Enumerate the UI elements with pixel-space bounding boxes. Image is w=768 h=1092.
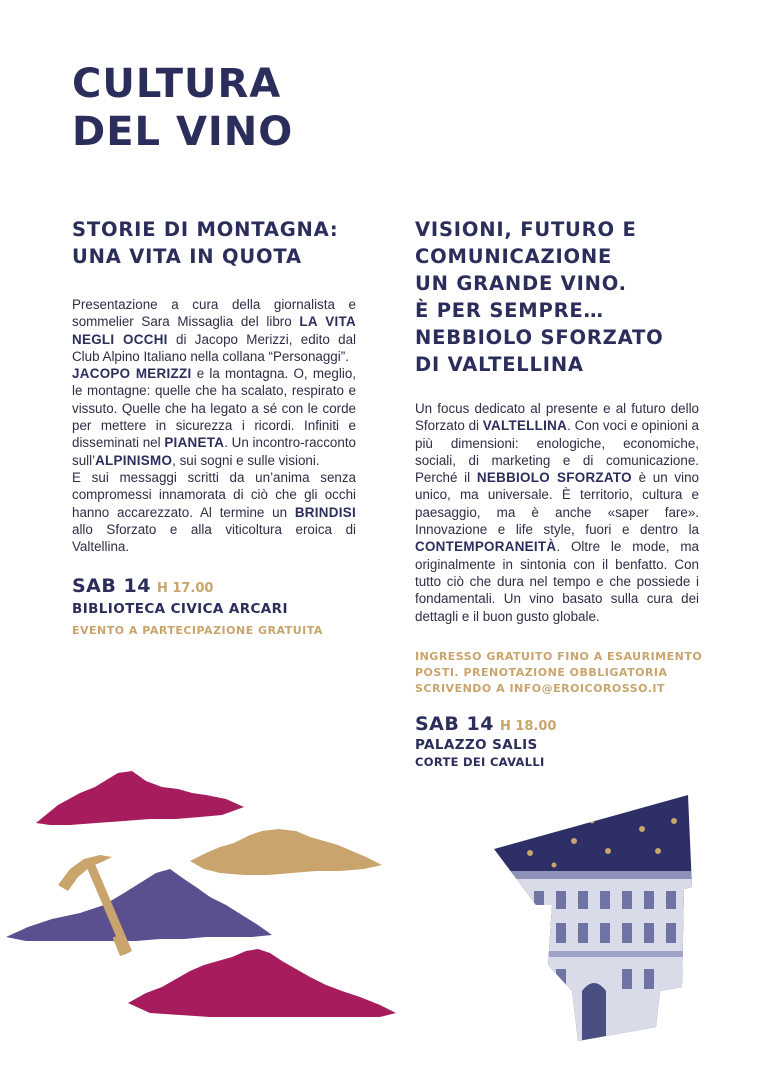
event-right-notice — [415, 649, 703, 697]
event-right-heading-line-1: VISIONI, FUTURO E — [415, 218, 637, 241]
event-right-notice-line-3: SCRIVENDO A INFO@EROICOROSSO.IT — [415, 681, 666, 695]
event-left-time: H 17.00 — [156, 581, 214, 597]
page-title-line-2: DEL VINO — [72, 109, 294, 155]
text: . Un incontro-racconto sull’ — [72, 435, 356, 468]
text: di Jacopo Merizzi, edito dal Club Alpino Italiano nella collana “Personaggi”. — [72, 331, 356, 364]
event-right-venue: PALAZZO SALIS — [415, 736, 538, 753]
event-right-heading-line-3: UN GRANDE VINO. — [415, 272, 627, 295]
page-title — [72, 60, 293, 156]
event-left-heading — [72, 216, 356, 270]
text: Presentazione a cura della giornalista e sommelier Sara Missaglia del libro — [72, 297, 356, 330]
highlight: BRINDISI — [294, 504, 356, 520]
highlight: ALPINISMO — [95, 452, 173, 468]
book-title: LA VITA NEGLI OCCHI — [72, 314, 356, 347]
event-left — [72, 216, 356, 639]
highlight: CONTEMPORANEITÀ — [415, 539, 557, 555]
event-right-date: SAB 14 — [415, 712, 494, 735]
author-name: JACOPO MERIZZI — [72, 366, 192, 382]
text: allo Sforzato e alla viticoltura eroica di Valtellina. — [72, 521, 356, 555]
text: Un focus dedicato al presente e al futuro dello Sforzato di — [415, 401, 699, 434]
sand-mountain — [190, 829, 382, 875]
event-right-heading-line-2: COMUNICAZIONE — [415, 245, 613, 268]
event-left-heading-line-1: STORIE DI MONTAGNA: — [72, 218, 339, 241]
highlight: VALTELLINA — [482, 418, 568, 434]
highlight: PIANETA — [164, 435, 225, 451]
event-left-paragraph-2 — [72, 365, 356, 469]
event-right — [415, 216, 703, 769]
text: è un vino unico, ma universale. È territorio, cultura e paesaggio, ma è anche «saper fare». Innovazione e life style, fuori e dentro la — [415, 470, 699, 538]
event-left-notice: EVENTO A PARTECIPAZIONE GRATUITA — [72, 624, 323, 638]
event-right-notice-line-1: INGRESSO GRATUITO FINO A ESAURIMENTO — [415, 649, 703, 663]
mountains-illustration — [0, 765, 400, 1035]
text: , sui sogni e sulle visioni. — [172, 452, 320, 468]
event-left-paragraph-1 — [72, 296, 356, 365]
text: e la montagna. O, meglio, le montagne: quelle che ha scalato, respirato e vissuto. Quelle che ha legato a sé con le corde per mettere in sicurezza i ricordi. Infiniti e disseminati nel — [72, 366, 356, 451]
event-right-paragraph-1 — [415, 400, 699, 625]
page-title-line-1: CULTURA — [72, 61, 282, 107]
palazzo-salis-illustration — [492, 795, 698, 1045]
event-right-heading — [415, 216, 699, 378]
highlight: NEBBIOLO SFORZATO — [476, 470, 632, 486]
event-left-heading-line-2: UNA VITA IN QUOTA — [72, 245, 302, 268]
text: . Oltre le mode, ma originalmente in sintonia con il benfatto. Con tutto ciò che dura nel tempo e che possiede i fondamentali. Un vino basato sulla cura dei dettagli e il buon gusto globale. — [415, 539, 699, 624]
event-right-heading-line-5: NEBBIOLO SFORZATO — [415, 326, 664, 349]
event-right-notice-line-2: POSTI. PRENOTAZIONE OBBLIGATORIA — [415, 665, 668, 679]
event-left-datetime — [72, 575, 356, 597]
magenta-mountain-top — [36, 771, 244, 825]
purple-mountain — [6, 869, 272, 941]
event-right-venue-sub: CORTE DEI CAVALLI — [415, 754, 545, 769]
event-right-datetime — [415, 713, 699, 735]
event-right-heading-line-6: DI VALTELLINA — [415, 353, 584, 376]
event-left-description — [72, 296, 356, 555]
event-left-paragraph-3 — [72, 469, 356, 555]
event-right-heading-line-4: È PER SEMPRE… — [415, 299, 604, 322]
text: . Con voci e opinioni a più dimensioni: enologiche, economiche, sociali, di marketing e di comunicazione. Perché il — [415, 418, 699, 486]
event-right-description — [415, 400, 699, 625]
event-right-time: H 18.00 — [499, 718, 557, 734]
event-left-date: SAB 14 — [72, 575, 151, 598]
magenta-mountain-bottom — [128, 949, 396, 1017]
event-left-venue: BIBLIOTECA CIVICA ARCARI — [72, 601, 288, 618]
text: E sui messaggi scritti da un’anima senza compromessi innamorata di ciò che gli occhi hanno accarezzato. Al termine un — [72, 469, 356, 520]
